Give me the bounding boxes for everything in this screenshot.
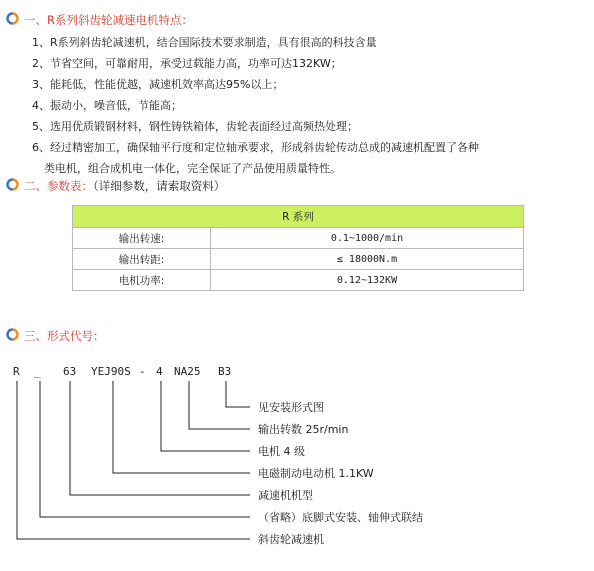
leader-line	[161, 381, 250, 451]
param-value: 0.12~132KW	[211, 270, 524, 291]
param-label: 电机功率:	[73, 270, 211, 291]
feature-line: 6、经过精密加工，确保轴平行度和定位轴承要求，形成斜齿轮传动总成的减速机配置了各种	[32, 141, 479, 154]
code-part-motor: YEJ90S	[91, 365, 131, 378]
section-title-model-code	[24, 328, 105, 344]
feature-line: 类电机，组合成机电一体化，完全保证了产品使用质量特性。	[44, 162, 341, 175]
code-desc: 见安装形式图	[258, 401, 324, 414]
leader-line	[70, 381, 250, 495]
table-header-row	[73, 206, 524, 228]
code-part-mount: B3	[218, 365, 232, 378]
section-title-text: 三、形式代号：	[24, 329, 105, 343]
section-title-features	[24, 12, 193, 28]
param-label: 输出转距:	[73, 249, 211, 270]
model-code-diagram	[0, 350, 594, 565]
leader-line	[226, 381, 250, 407]
leader-line	[17, 381, 250, 539]
refresh-icon	[6, 178, 19, 191]
table-row	[73, 228, 524, 249]
code-part-speed: NA25	[174, 365, 201, 378]
leader-line	[189, 381, 250, 429]
code-part-series: R	[13, 365, 20, 378]
section-title-text: 一、R系列斜齿轮减速电机特点：	[24, 13, 193, 27]
table-row	[73, 270, 524, 291]
section-title-text: 二、参数表：	[24, 179, 93, 193]
code-part-poles: 4	[156, 365, 163, 378]
code-desc: 输出转数 25r/min	[258, 423, 349, 436]
feature-line: 5、选用优质锻钢材料，钢性铸铁箱体，齿轮表面经过高频热处理；	[32, 120, 358, 133]
param-value: ≤ 18000N.m	[211, 249, 524, 270]
feature-line: 4、振动小，噪音低，节能高；	[32, 99, 182, 112]
code-desc: 斜齿轮减速机	[258, 533, 324, 546]
feature-line: 3、能耗低，性能优越，减速机效率高达95%以上；	[32, 78, 284, 91]
code-desc: 电机 4 级	[258, 445, 305, 458]
leader-line	[113, 381, 250, 473]
param-label: 输出转速:	[73, 228, 211, 249]
refresh-icon	[6, 12, 19, 25]
feature-line: 1、R系列斜齿轮减速机，结合国际技术要求制造，具有很高的科技含量	[32, 36, 377, 49]
refresh-icon	[6, 328, 19, 341]
code-desc: 电磁制动电动机 1.1KW	[258, 467, 374, 480]
feature-line: 2、节省空间，可靠耐用，承受过载能力高，功率可达132KW；	[32, 57, 342, 70]
section-note: （详细参数，请索取资料）	[93, 179, 226, 193]
code-desc: 减速机机型	[258, 489, 313, 502]
code-part-dash: -	[139, 365, 146, 378]
code-part-size: 63	[63, 365, 77, 378]
code-part-placeholder: _	[34, 365, 41, 378]
code-desc: （省略）底脚式安装、轴伸式联结	[258, 511, 423, 524]
leader-line	[40, 381, 250, 517]
param-value: 0.1~1000/min	[211, 228, 524, 249]
section-title-params	[24, 178, 225, 194]
params-table	[72, 205, 524, 291]
table-header: R 系列	[73, 206, 524, 228]
table-row	[73, 249, 524, 270]
